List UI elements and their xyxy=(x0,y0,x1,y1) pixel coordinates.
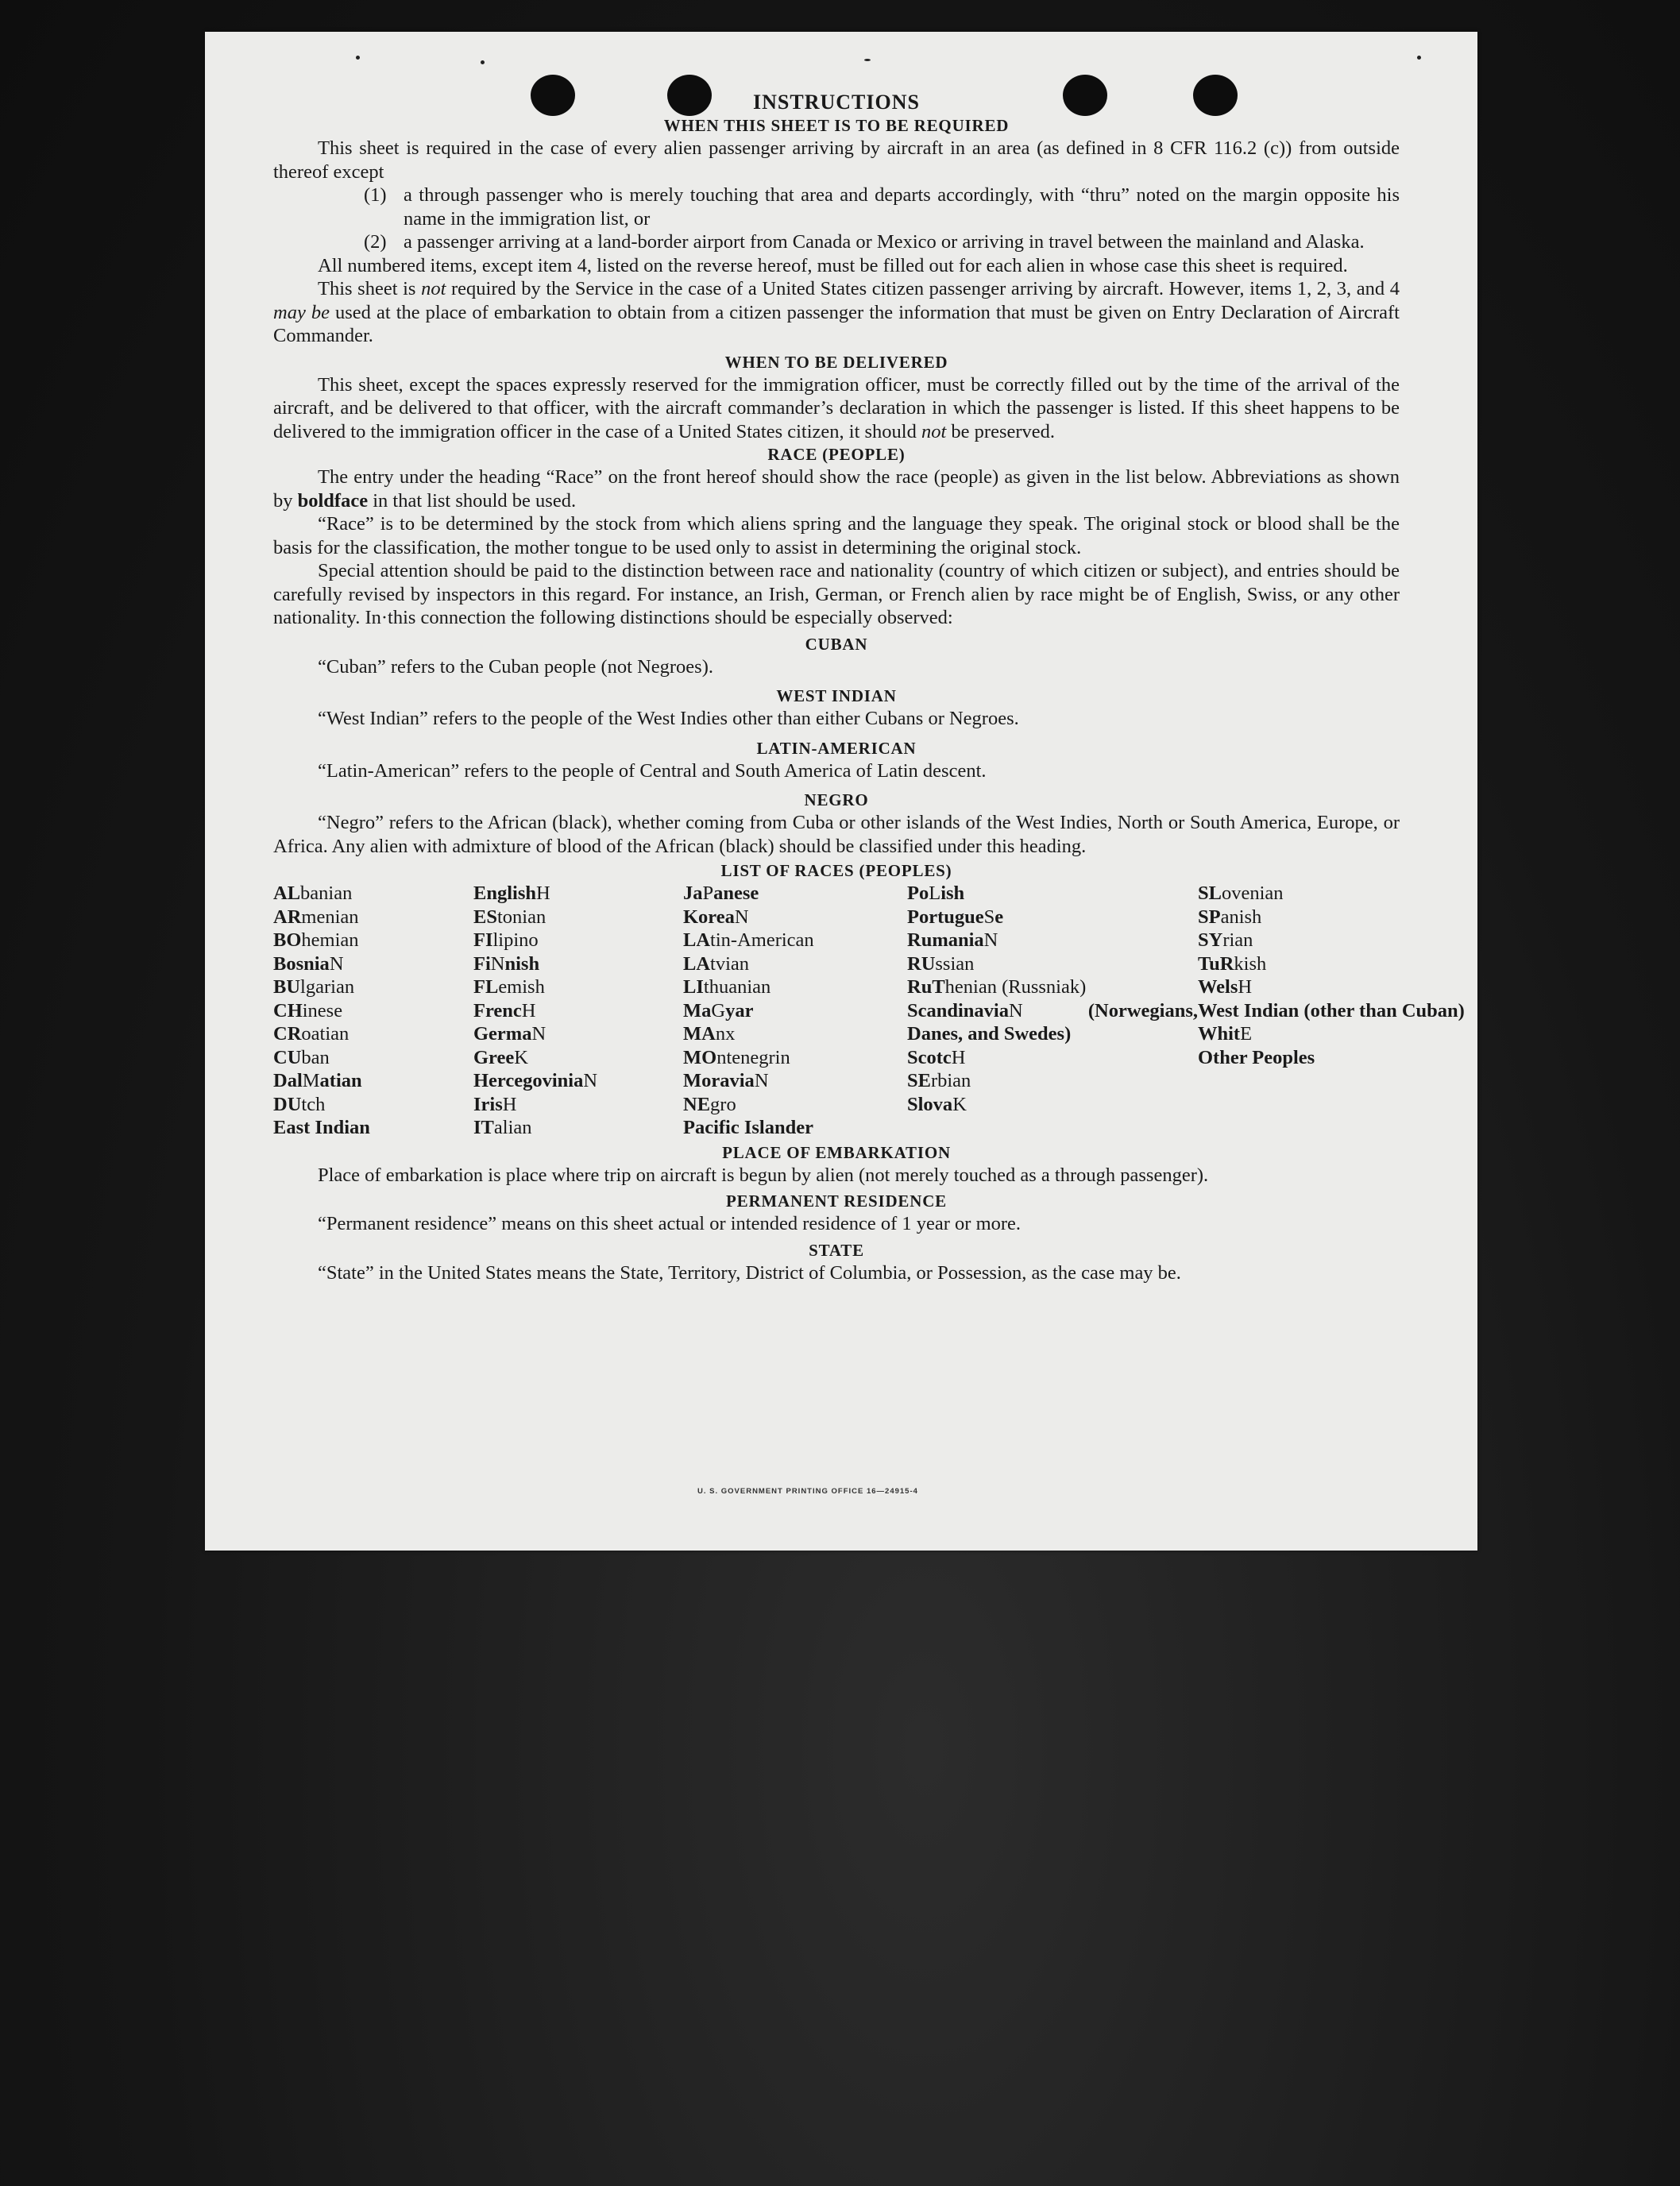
race-abbreviation: English xyxy=(473,883,536,904)
race-entry xyxy=(1198,1022,1400,1046)
race-entry xyxy=(683,1046,907,1070)
race-text: tvian xyxy=(710,952,750,975)
race-abbreviation: RuT xyxy=(907,976,945,998)
race-abbreviation: MA xyxy=(683,1023,716,1045)
race-text: anish xyxy=(1220,906,1262,928)
text-run: used at the place of embarkation to obtain from a citizen passenger the information that must be given on Entry Declaration of Aircraft Commander. xyxy=(273,301,1400,346)
race-abbreviation: AR xyxy=(273,906,302,928)
race-abbreviation: West Indian (other than Cuban) xyxy=(1198,999,1465,1022)
race-abbreviation: Bosnia xyxy=(273,952,330,975)
race-entry xyxy=(273,1116,473,1140)
race-text: G xyxy=(711,999,726,1022)
race-entry xyxy=(473,999,683,1023)
race-abbreviation: Ma xyxy=(683,999,712,1022)
race-text: henian (Russniak) xyxy=(944,976,1087,998)
race-abbreviation: Scandinavia xyxy=(907,999,1009,1022)
race-abbreviation: Iris xyxy=(473,1093,503,1115)
race-abbreviation: CH xyxy=(273,999,303,1022)
section-heading: PERMANENT RESIDENCE xyxy=(726,1191,947,1211)
scan-speck xyxy=(356,56,360,60)
race-text: N xyxy=(1009,999,1023,1022)
paragraph: “Race” is to be determined by the stock from which aliens spring and the language they speak. The original stock or blood shall be the basis for the classification, the mother tongue to be used only to assist in determining the original stock. xyxy=(273,513,1400,558)
race-entry xyxy=(473,1022,683,1046)
races-list xyxy=(273,882,1465,1140)
item-text: a through passenger who is merely touching that area and departs accordingly, with “thru” noted on the margin opposite his name in the immigration list, or xyxy=(404,184,1400,230)
paragraph: “Negro” refers to the African (black), whether coming from Cuba or other islands of the West Indies, North or South America, Europe, or Africa. Any alien with admixture of blood of the African (black) should be classified under this heading. xyxy=(273,812,1400,857)
race-entry xyxy=(907,906,1198,929)
race-text: H xyxy=(536,883,550,904)
race-entry xyxy=(683,1116,907,1140)
section-heading: NEGRO xyxy=(804,790,869,809)
race-text: H xyxy=(521,999,536,1022)
race-entry xyxy=(273,999,473,1023)
section-heading: LATIN-AMERICAN xyxy=(756,738,917,758)
race-entry xyxy=(273,1046,473,1070)
race-abbreviation: Portugue xyxy=(907,906,984,928)
race-abbreviation: East Indian xyxy=(273,1117,370,1138)
race-text: menian xyxy=(301,906,359,928)
race-entry xyxy=(907,1093,1198,1117)
race-text: ban xyxy=(301,1046,330,1068)
race-abbreviation: Other Peoples xyxy=(1198,1046,1315,1068)
race-text: K xyxy=(514,1046,528,1068)
race-abbreviation: Scotc xyxy=(907,1046,952,1068)
race-text: S xyxy=(983,906,995,928)
race-text: hemian xyxy=(301,929,359,951)
section-heading: WHEN TO BE DELIVERED xyxy=(724,352,948,372)
race-text: N xyxy=(329,952,344,975)
race-abbreviation: FL xyxy=(473,976,499,998)
race-text: H xyxy=(951,1046,966,1068)
race-entry xyxy=(683,906,907,929)
race-entry xyxy=(473,906,683,929)
race-text: N xyxy=(734,906,749,928)
race-text: rian xyxy=(1222,929,1253,951)
race-text: nx xyxy=(715,1023,736,1045)
paragraph: This sheet is required in the case of every alien passenger arriving by aircraft in an area (as defined in 8 CFR 116.2 (c)) from outside thereof except xyxy=(273,137,1400,183)
item-number: (1) xyxy=(364,184,387,206)
race-entry xyxy=(683,1069,907,1093)
race-entry xyxy=(473,1116,683,1140)
race-text: rbian xyxy=(930,1070,971,1091)
race-entry xyxy=(1198,906,1400,929)
race-abbreviation: Wels xyxy=(1198,976,1238,998)
document-title: INSTRUCTIONS xyxy=(753,91,920,114)
race-entry xyxy=(907,975,1198,999)
races-column xyxy=(1198,882,1465,1140)
race-text: L xyxy=(929,883,941,904)
text-run: in that list should be used. xyxy=(368,489,577,512)
race-abbreviation: NE xyxy=(683,1093,711,1115)
paragraph xyxy=(273,373,1400,444)
race-entry xyxy=(683,1022,907,1046)
bold-word: boldface xyxy=(297,489,369,512)
race-entry xyxy=(683,952,907,976)
race-abbreviation: Hercegovinia xyxy=(473,1070,584,1091)
race-abbreviation: Slova xyxy=(907,1093,953,1115)
race-entry xyxy=(273,929,473,952)
race-abbreviation: Germa xyxy=(473,1023,532,1045)
scan-speck xyxy=(864,59,871,61)
race-entry xyxy=(473,1046,683,1070)
race-abbreviation: ish xyxy=(940,883,965,904)
race-abbreviation: nish xyxy=(504,952,540,975)
race-text: N xyxy=(490,952,505,975)
races-column xyxy=(907,882,1198,1140)
race-abbreviation: SY xyxy=(1198,929,1223,951)
scan-speck xyxy=(481,60,485,64)
race-abbreviation: CR xyxy=(273,1023,302,1045)
race-entry xyxy=(683,929,907,952)
race-abbreviation: MO xyxy=(683,1046,717,1068)
race-abbreviation: TuR xyxy=(1198,952,1234,975)
race-entry xyxy=(473,1069,683,1093)
race-entry xyxy=(1198,952,1400,976)
text-run: be preserved. xyxy=(946,420,1056,442)
race-text: K xyxy=(952,1093,967,1115)
race-abbreviation: IT xyxy=(473,1117,494,1138)
race-text: H xyxy=(502,1093,517,1115)
race-text: ovenian xyxy=(1221,883,1284,904)
race-text: M xyxy=(302,1070,320,1091)
race-entry xyxy=(907,1069,1198,1093)
races-column xyxy=(273,882,473,1140)
race-entry xyxy=(1198,929,1400,952)
paragraph: Place of embarkation is place where trip on aircraft is begun by alien (not merely touched as a through passenger). xyxy=(318,1164,1209,1186)
race-abbreviation: LA xyxy=(683,929,711,951)
race-entry xyxy=(273,906,473,929)
race-abbreviation: Ja xyxy=(683,883,703,904)
race-abbreviation: atian xyxy=(319,1070,362,1091)
emphasis: not xyxy=(421,278,446,299)
race-entry xyxy=(473,882,683,906)
paragraph: All numbered items, except item 4, listed on the reverse hereof, must be filled out for each alien in whose case this sheet is required. xyxy=(318,254,1348,276)
section-heading: PLACE OF EMBARKATION xyxy=(722,1142,951,1162)
race-text: kish xyxy=(1234,952,1267,975)
list-item xyxy=(273,183,1400,230)
race-entry xyxy=(1198,882,1400,906)
race-entry xyxy=(273,1022,473,1046)
races-column xyxy=(473,882,683,1140)
race-text: tin-American xyxy=(710,929,814,951)
race-abbreviation: Pacific Islander xyxy=(683,1117,813,1138)
race-text: H xyxy=(1238,976,1253,998)
race-text: lgarian xyxy=(300,976,355,998)
race-entry xyxy=(1198,1046,1400,1070)
race-entry xyxy=(907,952,1198,976)
paragraph: Special attention should be paid to the distinction between race and nationality (country of which citizen or subject), and entries should be carefully revised by inspectors in this regard. For instance, an Irish, German, or French alien by race might be of English, Swiss, or any other nationality. In·this connection the following distinctions should be especially observed: xyxy=(273,560,1400,628)
race-abbreviation: e xyxy=(994,906,1004,928)
text-run: This sheet is xyxy=(318,278,422,299)
race-abbreviation: Rumania xyxy=(907,929,984,951)
race-text: emish xyxy=(498,976,545,998)
race-entry xyxy=(273,1069,473,1093)
race-abbreviation: FI xyxy=(473,929,493,951)
list-item xyxy=(273,230,1400,254)
paragraph: “Permanent residence” means on this sheet actual or intended residence of 1 year or more. xyxy=(318,1213,1022,1234)
paragraph: “Latin-American” refers to the people of Central and South America of Latin descent. xyxy=(318,759,987,782)
race-abbreviation: SP xyxy=(1198,906,1221,928)
race-entry xyxy=(273,952,473,976)
race-abbreviation: Moravia xyxy=(683,1070,755,1091)
race-entry xyxy=(473,952,683,976)
race-entry xyxy=(907,882,1198,906)
race-entry xyxy=(273,882,473,906)
race-entry xyxy=(683,999,907,1023)
race-text: N xyxy=(531,1023,546,1045)
paragraph: “West Indian” refers to the people of the West Indies other than either Cubans or Negroes. xyxy=(318,708,1019,729)
race-entry xyxy=(473,1093,683,1117)
paragraph: “State” in the United States means the State, Territory, District of Columbia, or Possession, as the case may be. xyxy=(318,1261,1181,1284)
race-abbreviation: anese xyxy=(713,883,759,904)
race-text: tch xyxy=(301,1093,326,1115)
race-entry xyxy=(683,1093,907,1117)
race-entry xyxy=(907,929,1198,952)
race-text: oatian xyxy=(301,1023,350,1045)
race-abbreviation: Fi xyxy=(473,952,491,975)
race-text: N xyxy=(754,1070,769,1091)
paragraph xyxy=(273,277,1400,348)
race-text: N xyxy=(983,929,998,951)
race-abbreviation: Dal xyxy=(273,1070,303,1091)
race-text: banian xyxy=(300,883,353,904)
race-entry xyxy=(1198,975,1400,999)
race-abbreviation: BO xyxy=(273,929,302,951)
race-entry xyxy=(273,975,473,999)
race-entry xyxy=(907,1046,1198,1070)
section-heading: RACE (PEOPLE) xyxy=(767,445,906,464)
race-text: N xyxy=(583,1070,598,1091)
race-text: alian xyxy=(493,1117,532,1138)
race-text: ntenegrin xyxy=(716,1046,790,1068)
item-text: a passenger arriving at a land-border airport from Canada or Mexico or arriving in travel between the mainland and Alaska. xyxy=(404,231,1365,253)
race-text: gro xyxy=(710,1093,736,1115)
race-text: ssian xyxy=(935,952,975,975)
instructions-body xyxy=(273,91,1465,1284)
race-abbreviation: ES xyxy=(473,906,497,928)
section-heading: WHEN THIS SHEET IS TO BE REQUIRED xyxy=(663,116,1010,135)
section-heading: STATE xyxy=(809,1240,864,1260)
emphasis: may be xyxy=(273,301,330,323)
race-abbreviation: SE xyxy=(907,1070,931,1091)
paragraph: “Cuban” refers to the Cuban people (not Negroes). xyxy=(318,655,713,678)
race-abbreviation: Po xyxy=(907,883,929,904)
section-heading: LIST OF RACES (PEOPLES) xyxy=(720,861,952,880)
race-abbreviation: SL xyxy=(1198,883,1222,904)
race-abbreviation: Frenc xyxy=(473,999,522,1022)
race-entry xyxy=(683,882,907,906)
race-entry xyxy=(473,929,683,952)
document-sheet xyxy=(205,32,1477,1551)
section-heading: CUBAN xyxy=(805,634,868,654)
race-text: P xyxy=(702,883,714,904)
item-number: (2) xyxy=(364,231,387,253)
race-text: thuanian xyxy=(703,976,771,998)
races-column xyxy=(683,882,907,1140)
text-run: The entry under the heading “Race” on the front hereof should show the race (people) as given in the list below. Abbreviations as shown by xyxy=(273,466,1400,512)
text-run: This sheet, except the spaces expressly reserved for the immigration officer, must be correctly filled out by the time of the arrival of the aircraft, and be delivered to that officer, with the aircraft commander’s declaration in which the passenger is listed. If this sheet happens to be delivered to the immigration officer in the case of a United States citizen, it should xyxy=(273,373,1400,442)
text-run: required by the Service in the case of a United States citizen passenger arriving by aircraft. However, items 1, 2, 3, and 4 xyxy=(446,278,1400,299)
paragraph xyxy=(273,465,1400,512)
race-abbreviation: Korea xyxy=(683,906,735,928)
race-abbreviation: BU xyxy=(273,976,301,998)
race-abbreviation: yar xyxy=(725,999,754,1022)
printing-office-footer: U. S. GOVERNMENT PRINTING OFFICE 16—24915-4 xyxy=(697,1487,918,1496)
race-text: lipino xyxy=(492,929,539,951)
race-abbreviation: (Norwegians, Danes, and Swedes) xyxy=(907,999,1198,1045)
race-entry xyxy=(473,975,683,999)
race-abbreviation: CU xyxy=(273,1046,302,1068)
race-abbreviation: RU xyxy=(907,952,936,975)
race-entry xyxy=(1198,999,1465,1023)
race-abbreviation: AL xyxy=(273,883,301,904)
race-abbreviation: LA xyxy=(683,952,711,975)
race-abbreviation: Gree xyxy=(473,1046,515,1068)
race-entry xyxy=(273,1093,473,1117)
race-text: inese xyxy=(302,999,343,1022)
emphasis: not xyxy=(921,420,947,442)
race-abbreviation: LI xyxy=(683,976,704,998)
race-entry xyxy=(907,999,1198,1046)
race-abbreviation: DU xyxy=(273,1093,302,1115)
race-text: E xyxy=(1240,1023,1253,1045)
scan-speck xyxy=(1417,56,1421,60)
race-abbreviation: Whit xyxy=(1198,1023,1241,1045)
race-text: tonian xyxy=(496,906,546,928)
section-heading: WEST INDIAN xyxy=(776,686,897,705)
race-entry xyxy=(683,975,907,999)
